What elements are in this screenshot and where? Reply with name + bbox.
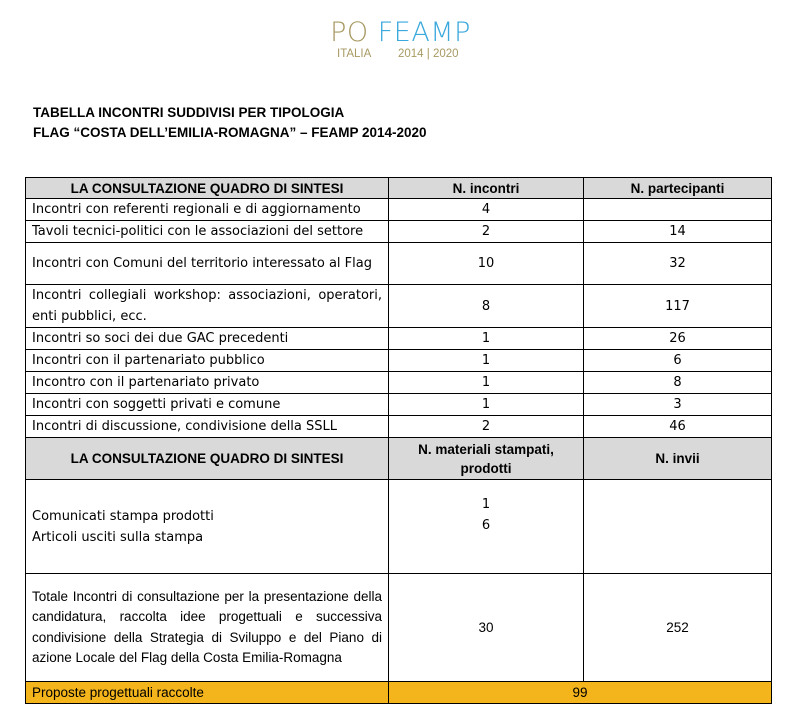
row-meetings: 1 [389,350,584,372]
header-synthesis: LA CONSULTAZIONE QUADRO DI SINTESI [26,178,389,199]
row-label: Incontro con il partenariato privato [26,372,389,394]
header-printed-materials: N. materiali stampati, prodotti [389,438,584,480]
row-label: Incontri collegiali workshop: associazioni, operatori, enti pubblici, ecc. [26,285,389,328]
table-row [26,416,772,438]
table-row [26,372,772,394]
materials-label-articles: Articoli usciti sulla stampa [32,529,204,545]
logo-title [0,18,801,48]
row-meetings: 1 [389,372,584,394]
row-label: Tavoli tecnici-politici con le associazioni del settore [26,221,389,243]
header-meetings-count: N. incontri [389,178,584,199]
materials-values [389,480,584,574]
row-label: Incontri so soci dei due GAC precedenti [26,328,389,350]
row-participants: 46 [584,416,772,438]
materials-value-press-releases: 1 [481,497,491,512]
materials-sendings [584,480,772,574]
row-meetings: 4 [389,199,584,221]
header-synthesis-2: LA CONSULTAZIONE QUADRO DI SINTESI [26,438,389,480]
materials-row [26,480,772,574]
proposals-row [26,682,772,704]
row-meetings: 8 [389,285,584,328]
row-meetings: 2 [389,416,584,438]
header-participants-count: N. partecipanti [584,178,772,199]
row-participants: 6 [584,350,772,372]
table-header-row-2 [26,438,772,480]
table-row [26,350,772,372]
logo-years: 2014 | 2020 [398,48,459,60]
proposals-label: Proposte progettuali raccolte [26,682,389,704]
table-row [26,285,772,328]
row-meetings: 2 [389,221,584,243]
document-heading [33,103,427,143]
materials-labels [26,480,389,574]
row-meetings: 10 [389,243,584,285]
po-feamp-logo [0,18,801,62]
row-label: Incontri di discussione, condivisione della SSLL [26,416,389,438]
heading-line-2: FLAG “COSTA DELL’EMILIA-ROMAGNA” – FEAMP 2014-2020 [33,125,427,140]
total-label: Totale Incontri di consultazione per la presentazione della candidatura, raccolta idee progettuali e successiva condivisione della Strategia di Sviluppo e del Piano di azione Locale del Flag della Costa Emilia-Romagna [26,574,389,682]
table-header-row [26,178,772,199]
meetings-table [25,177,772,704]
row-participants [584,199,772,221]
table-row [26,221,772,243]
row-label: Incontri con il partenariato pubblico [26,350,389,372]
logo-po: PO [330,17,369,48]
logo-country: ITALIA [337,48,372,60]
row-meetings: 1 [389,394,584,416]
row-participants: 117 [584,285,772,328]
row-meetings: 1 [389,328,584,350]
total-row [26,574,772,682]
row-label: Incontri con referenti regionali e di aggiornamento [26,199,389,221]
header-sendings: N. invii [584,438,772,480]
proposals-value: 99 [389,682,772,704]
table-row [26,394,772,416]
logo-feamp: FEAMP [377,17,471,48]
logo-subtitle [0,48,801,62]
row-participants: 26 [584,328,772,350]
row-label: Incontri con Comuni del territorio interessato al Flag [26,243,389,285]
row-participants: 3 [584,394,772,416]
total-participants: 252 [584,574,772,682]
table-row [26,199,772,221]
row-label: Incontri con soggetti privati e comune [26,394,389,416]
row-participants: 32 [584,243,772,285]
total-meetings: 30 [389,574,584,682]
heading-line-1: TABELLA INCONTRI SUDDIVISI PER TIPOLOGIA [33,105,345,120]
table-row [26,328,772,350]
row-participants: 8 [584,372,772,394]
table-row [26,243,772,285]
materials-label-press-releases: Comunicati stampa prodotti [32,508,214,524]
row-participants: 14 [584,221,772,243]
materials-value-articles: 6 [481,518,491,533]
